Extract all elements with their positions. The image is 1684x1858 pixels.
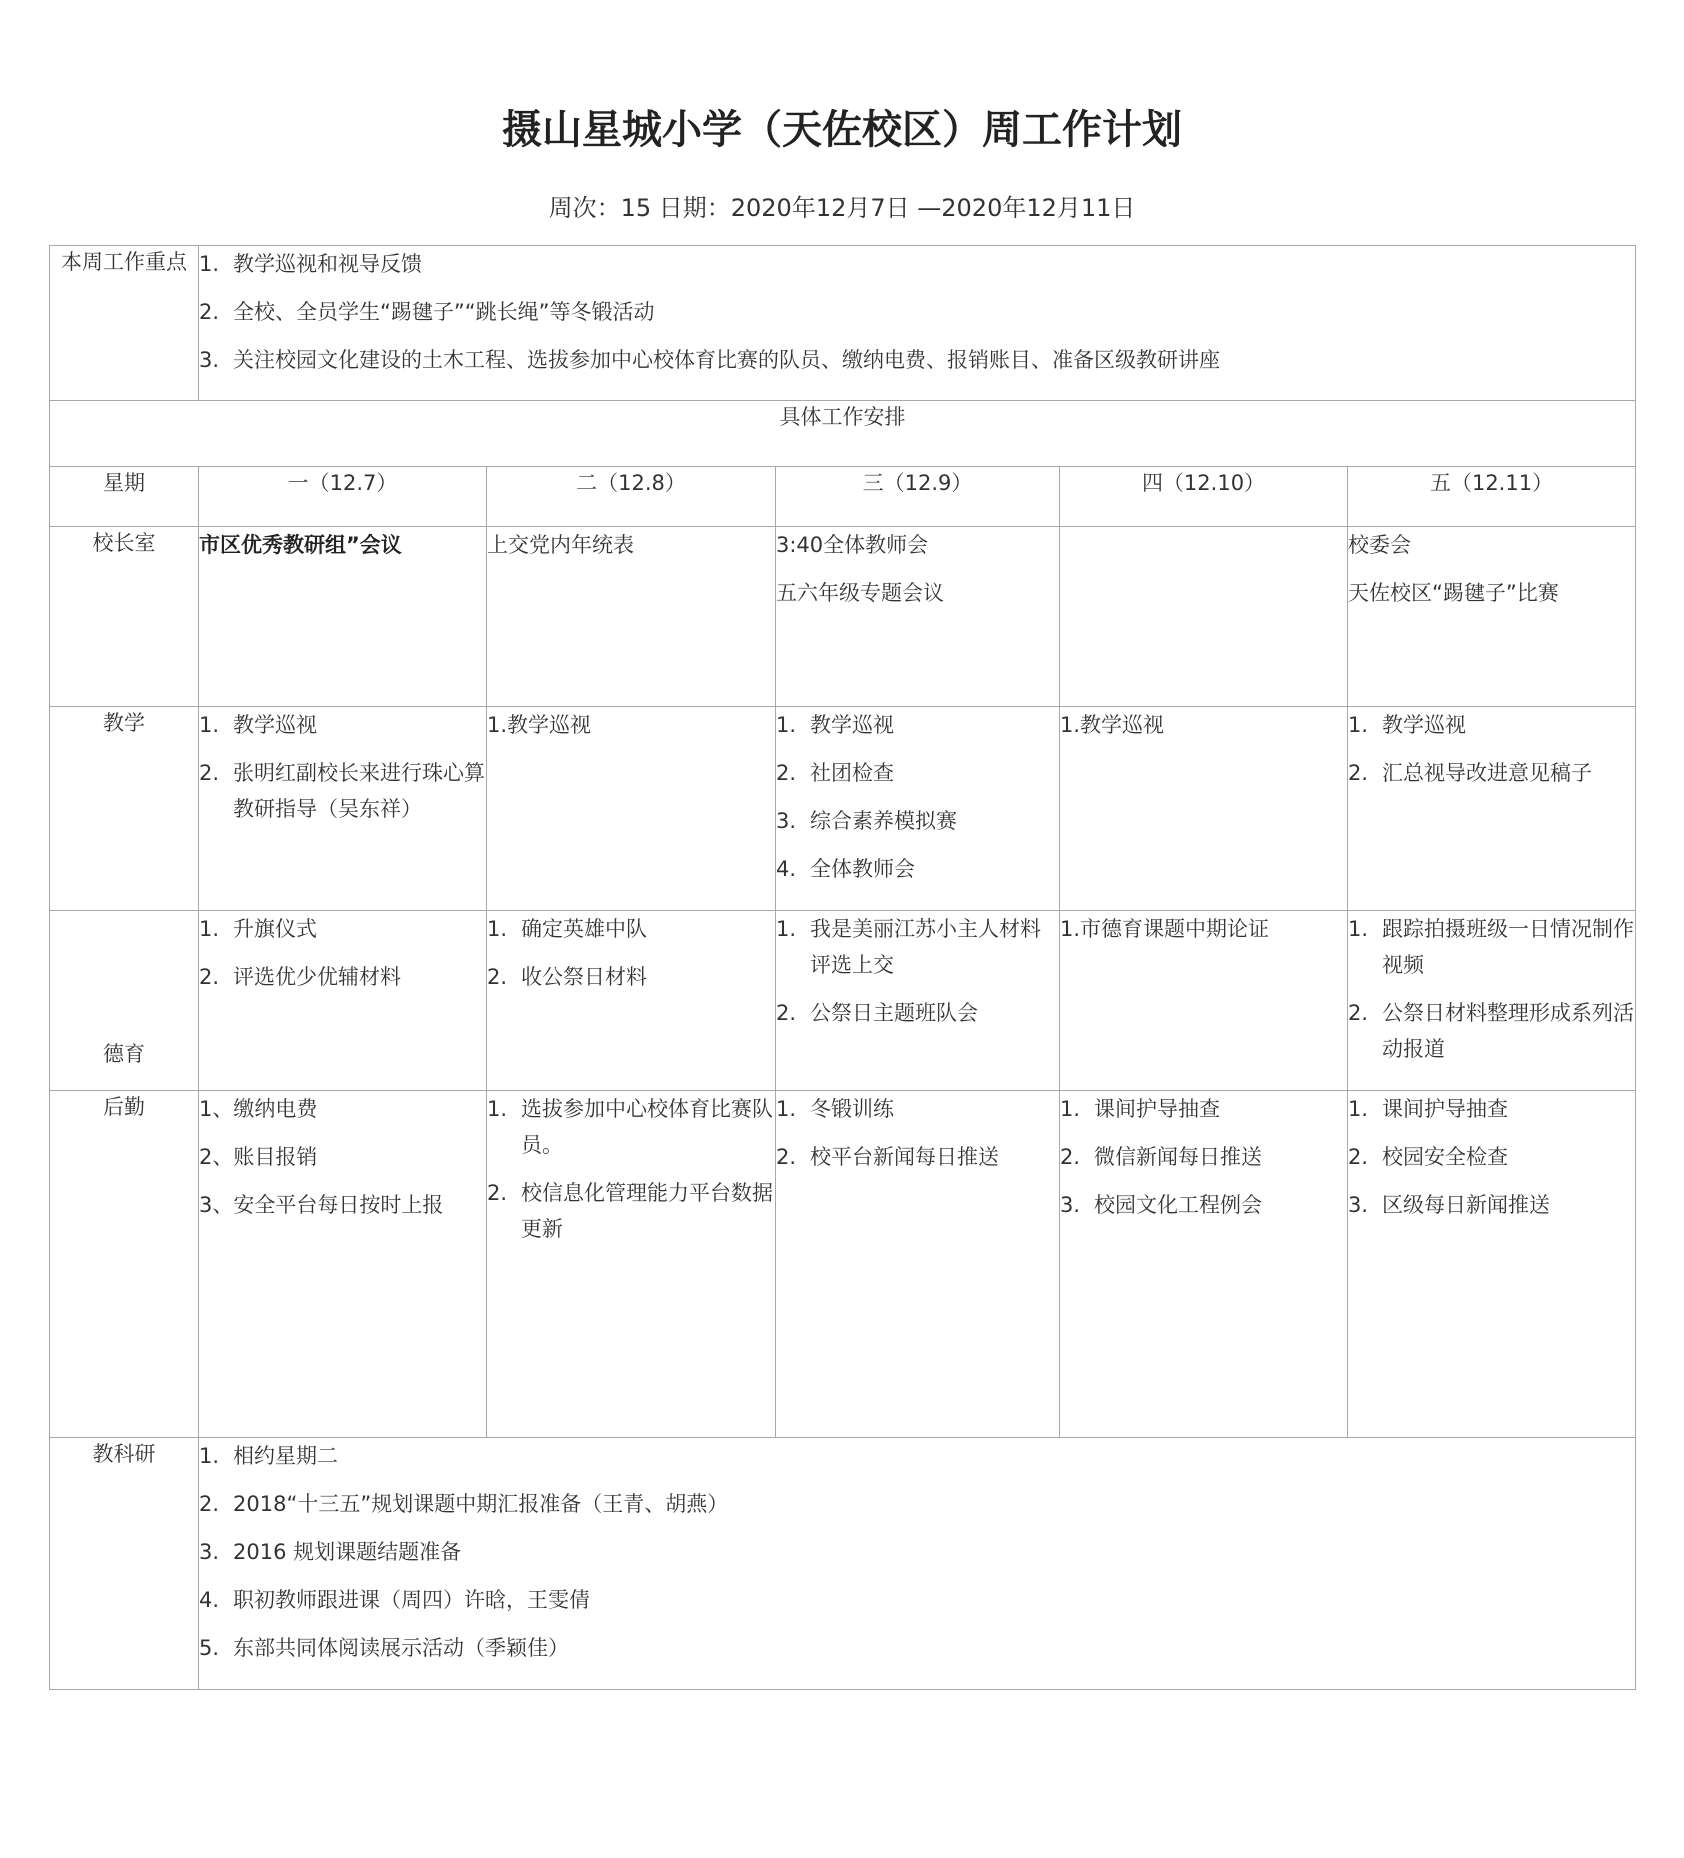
item-text: 评选优少优辅材料 — [233, 965, 401, 989]
list-item — [487, 1175, 775, 1247]
item-text: 教学巡视 — [810, 713, 894, 737]
cell-line: 1.教学巡视 — [1060, 713, 1165, 737]
moral-wed — [776, 911, 1060, 1091]
principal-fri — [1348, 527, 1636, 707]
item-text: 公祭日主题班队会 — [810, 1001, 978, 1025]
research-row — [50, 1438, 1636, 1690]
list-item — [1348, 707, 1635, 743]
principal-row — [50, 527, 1636, 707]
item-number: 4. — [199, 1588, 220, 1612]
moral-fri — [1348, 911, 1636, 1091]
item-number: 2. — [199, 965, 220, 989]
item-number: 2. — [1348, 761, 1369, 785]
item-text: 教学巡视 — [1382, 713, 1466, 737]
item-list — [1348, 911, 1635, 1067]
cell-line: 校委会 — [1348, 533, 1411, 557]
item-text: 汇总视导改进意见稿子 — [1382, 761, 1592, 785]
item-list — [1348, 707, 1635, 791]
list-item — [1348, 1091, 1635, 1127]
item-number: 3. — [776, 809, 797, 833]
cell-line: 上交党内年统表 — [487, 533, 634, 557]
logistics-fri — [1348, 1091, 1636, 1438]
item-list — [199, 911, 486, 995]
day-header-fri: 五（12.11） — [1348, 467, 1636, 527]
week-date-info: 周次：15 日期：2020年12月7日 —2020年12月11日 — [548, 194, 1136, 222]
item-text: 东部共同体阅读展示活动（季颖佳） — [233, 1636, 569, 1660]
item-text: 我是美丽江苏小主人材料评选上交 — [810, 917, 1041, 977]
item-number: 1. — [776, 1097, 797, 1121]
principal-label: 校长室 — [50, 527, 199, 707]
item-list — [776, 707, 1059, 887]
item-list — [1060, 1091, 1347, 1223]
item-number: 2. — [199, 1492, 220, 1516]
item-number: 2. — [1348, 1145, 1369, 1169]
page-title: 摄山星城小学（天佐校区）周工作计划 — [502, 107, 1182, 153]
item-list — [199, 246, 1635, 378]
list-item — [1060, 1091, 1347, 1127]
principal-mon — [199, 527, 487, 707]
item-number: 3. — [1348, 1193, 1369, 1217]
item-list — [487, 1091, 775, 1247]
item-text: 确定英雄中队 — [521, 917, 647, 941]
cell-line: 2、账目报销 — [199, 1145, 318, 1169]
cell-line: 1、缴纳电费 — [199, 1097, 318, 1121]
cell-line: 1.教学巡视 — [487, 713, 592, 737]
item-list — [776, 1091, 1059, 1175]
cell-line: 市区优秀教研组”会议 — [199, 533, 402, 557]
day-header-mon: 一（12.7） — [199, 467, 487, 527]
item-text: 社团检查 — [810, 761, 894, 785]
principal-thu — [1060, 527, 1348, 707]
item-text: 收公祭日材料 — [521, 965, 647, 989]
item-number: 1. — [776, 917, 797, 941]
list-item — [1348, 1187, 1635, 1223]
logistics-thu — [1060, 1091, 1348, 1438]
cell-line: 3、安全平台每日按时上报 — [199, 1193, 444, 1217]
moral-row — [50, 911, 1636, 1091]
item-number: 1. — [1060, 1097, 1081, 1121]
teaching-label: 教学 — [50, 707, 199, 911]
item-number: 3. — [199, 348, 220, 372]
item-text: 关注校园文化建设的土木工程、选拔参加中心校体育比赛的队员、缴纳电费、报销账目、准备区级教研讲座 — [233, 348, 1220, 372]
item-text: 2016 规划课题结题准备 — [233, 1540, 462, 1564]
list-item — [1348, 995, 1635, 1067]
list-item — [776, 995, 1059, 1031]
item-text: 教学巡视 — [233, 713, 317, 737]
list-item — [776, 1139, 1059, 1175]
item-number: 2. — [487, 1181, 508, 1205]
research-label: 教科研 — [50, 1438, 199, 1690]
list-item — [776, 755, 1059, 791]
item-number: 1. — [487, 917, 508, 941]
logistics-label: 后勤 — [50, 1091, 199, 1438]
teaching-thu — [1060, 707, 1348, 911]
item-text: 冬锻训练 — [810, 1097, 894, 1121]
item-number: 1. — [1348, 917, 1369, 941]
item-text: 区级每日新闻推送 — [1382, 1193, 1550, 1217]
list-item — [199, 1582, 1635, 1618]
item-number: 2. — [776, 1145, 797, 1169]
item-number: 4. — [776, 857, 797, 881]
item-number: 1. — [776, 713, 797, 737]
logistics-wed — [776, 1091, 1060, 1438]
moral-tue — [487, 911, 776, 1091]
list-item — [199, 959, 486, 995]
item-text: 校园安全检查 — [1382, 1145, 1508, 1169]
item-list — [1348, 1091, 1635, 1223]
work-plan-table — [49, 245, 1636, 1690]
item-number: 1. — [1348, 1097, 1369, 1121]
teaching-mon — [199, 707, 487, 911]
item-text: 相约星期二 — [233, 1444, 338, 1468]
list-item — [776, 1091, 1059, 1127]
list-item — [1060, 1139, 1347, 1175]
item-text: 公祭日材料整理形成系列活动报道 — [1382, 1001, 1634, 1061]
item-text: 课间护导抽查 — [1382, 1097, 1508, 1121]
item-text: 微信新闻每日推送 — [1094, 1145, 1262, 1169]
cell-line: 1.市德育课题中期论证 — [1060, 917, 1270, 941]
list-item — [199, 707, 486, 743]
list-item — [199, 1534, 1635, 1570]
item-text: 校园文化工程例会 — [1094, 1193, 1262, 1217]
list-item — [487, 959, 775, 995]
day-header-thu: 四（12.10） — [1060, 467, 1348, 527]
logistics-row — [50, 1091, 1636, 1438]
list-item — [1060, 1187, 1347, 1223]
cell-line: 天佐校区“踢毽子”比赛 — [1348, 581, 1559, 605]
item-number: 1. — [199, 1444, 220, 1468]
item-text: 张明红副校长来进行珠心算教研指导（吴东祥） — [233, 761, 485, 821]
focus-row — [50, 246, 1636, 401]
item-number: 2. — [199, 300, 220, 324]
item-number: 1. — [487, 1097, 508, 1121]
research-content — [199, 1438, 1636, 1690]
list-item — [776, 911, 1059, 983]
day-header-row — [50, 467, 1636, 527]
list-item — [199, 342, 1635, 378]
item-number: 5. — [199, 1636, 220, 1660]
logistics-tue — [487, 1091, 776, 1438]
focus-content — [199, 246, 1636, 401]
moral-thu — [1060, 911, 1348, 1091]
item-list — [199, 1438, 1635, 1666]
list-item — [199, 246, 1635, 282]
item-number: 1. — [199, 713, 220, 737]
moral-mon — [199, 911, 487, 1091]
principal-tue — [487, 527, 776, 707]
item-number: 2. — [776, 761, 797, 785]
list-item — [776, 707, 1059, 743]
list-item — [776, 851, 1059, 887]
item-text: 升旗仪式 — [233, 917, 317, 941]
item-list — [487, 911, 775, 995]
item-number: 2. — [776, 1001, 797, 1025]
teaching-wed — [776, 707, 1060, 911]
item-text: 校平台新闻每日推送 — [810, 1145, 999, 1169]
list-item — [199, 294, 1635, 330]
item-text: 全体教师会 — [810, 857, 915, 881]
section-row — [50, 401, 1636, 467]
moral-label: 德育 — [50, 911, 199, 1091]
list-item — [199, 755, 486, 827]
list-item — [487, 911, 775, 947]
day-header-tue: 二（12.8） — [487, 467, 776, 527]
item-number: 3. — [199, 1540, 220, 1564]
list-item — [199, 1486, 1635, 1522]
list-item — [487, 1091, 775, 1163]
item-text: 职初教师跟进课（周四）许晗，王雯倩 — [233, 1588, 590, 1612]
item-number: 2. — [1060, 1145, 1081, 1169]
item-number: 1. — [199, 252, 220, 276]
item-text: 2018“十三五”规划课题中期汇报准备（王青、胡燕） — [233, 1492, 729, 1516]
item-text: 全校、全员学生“踢毽子”“跳长绳”等冬锻活动 — [233, 300, 655, 324]
list-item — [199, 1438, 1635, 1474]
item-text: 教学巡视和视导反馈 — [233, 252, 422, 276]
item-number: 1. — [1348, 713, 1369, 737]
list-item — [776, 803, 1059, 839]
principal-wed — [776, 527, 1060, 707]
logistics-mon — [199, 1091, 487, 1438]
item-number: 2. — [199, 761, 220, 785]
list-item — [1348, 755, 1635, 791]
item-text: 选拔参加中心校体育比赛队员。 — [521, 1097, 773, 1157]
list-item — [199, 911, 486, 947]
item-list — [776, 911, 1059, 1031]
list-item — [1348, 1139, 1635, 1175]
focus-label: 本周工作重点 — [50, 246, 199, 401]
cell-line: 五六年级专题会议 — [776, 581, 944, 605]
day-header-wed: 三（12.9） — [776, 467, 1060, 527]
teaching-row — [50, 707, 1636, 911]
item-text: 课间护导抽查 — [1094, 1097, 1220, 1121]
item-number: 2. — [1348, 1001, 1369, 1025]
item-list — [199, 707, 486, 827]
teaching-fri — [1348, 707, 1636, 911]
item-text: 综合素养模拟赛 — [810, 809, 957, 833]
teaching-tue — [487, 707, 776, 911]
section-title: 具体工作安排 — [50, 401, 1636, 467]
list-item — [199, 1630, 1635, 1666]
item-number: 1. — [199, 917, 220, 941]
item-number: 3. — [1060, 1193, 1081, 1217]
weekday-label: 星期 — [50, 467, 199, 527]
item-text: 跟踪拍摄班级一日情况制作视频 — [1382, 917, 1634, 977]
item-number: 2. — [487, 965, 508, 989]
cell-line: 3:40全体教师会 — [776, 533, 929, 557]
item-text: 校信息化管理能力平台数据更新 — [521, 1181, 773, 1241]
list-item — [1348, 911, 1635, 983]
